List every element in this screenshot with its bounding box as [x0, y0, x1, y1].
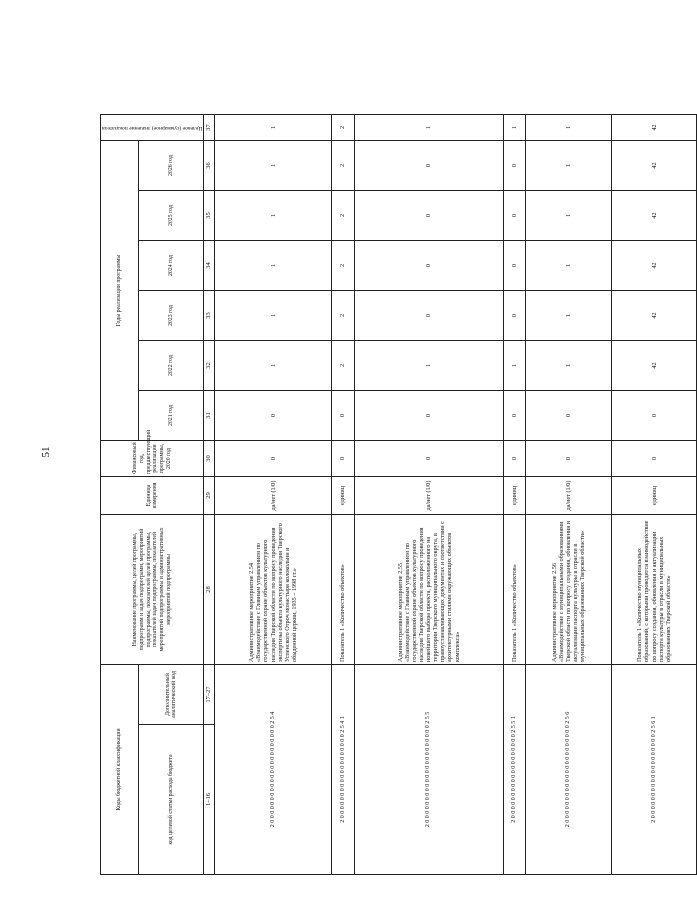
year-2021-header: 2021 год [139, 391, 204, 441]
target-header [101, 114, 204, 140]
expense-item-header: код целевой статьи расхода бюджета [139, 725, 204, 875]
row-value-2025: 2 [332, 191, 354, 241]
row-value-2022: 1 [354, 341, 503, 391]
year-2024-header: 2024 год [139, 241, 204, 291]
row-codes: 2 0 0 0 0 0 0 0 0 0 0 0 0 0 0 0 0 0 0 0 2 5 6 1 [611, 665, 697, 875]
table-row [526, 114, 612, 874]
row-target: 1 [526, 114, 612, 140]
col-number-28: 28 [204, 515, 214, 665]
row-value-2021: 0 [332, 391, 354, 441]
col-number-34: 34 [204, 241, 214, 291]
row-value-2022: 42 [611, 341, 697, 391]
col-number-33: 33 [204, 291, 214, 341]
col-number-additional: 17–27 [204, 665, 214, 725]
row-value-2020: 0 [611, 441, 697, 477]
row-value-2021: 0 [354, 391, 503, 441]
col-number-codes: 1–16 [204, 725, 214, 875]
col-number-35: 35 [204, 191, 214, 241]
row-value-2022: 1 [526, 341, 612, 391]
row-target: 1 [503, 114, 525, 140]
year-2025-header: 2025 год [139, 191, 204, 241]
budget-codes-header: Коды бюджетной классификации [101, 665, 139, 875]
year-2022-header: 2022 год [139, 341, 204, 391]
program-indicators-table [100, 114, 697, 875]
row-value-2025: 1 [526, 191, 612, 241]
row-codes: 2 0 0 0 0 0 0 0 0 0 0 0 0 0 0 0 0 0 0 0 0 0 0 2 5 5 [354, 665, 503, 875]
row-value-2021: 0 [526, 391, 612, 441]
row-value-2020: 0 [332, 441, 354, 477]
row-value-2021: 0 [503, 391, 525, 441]
row-value-2024: 2 [332, 241, 354, 291]
row-value-2026: 42 [611, 140, 697, 190]
row-codes: 2 0 0 0 0 0 0 0 0 0 0 0 0 0 0 0 0 0 0 0 0 0 0 2 5 6 [526, 665, 612, 875]
row-unit: единиц [503, 477, 525, 515]
col-number-32: 32 [204, 341, 214, 391]
table-row [214, 114, 331, 874]
row-value-2024: 42 [611, 241, 697, 291]
row-value-2023: 42 [611, 291, 697, 341]
row-value-2026: 1 [526, 140, 612, 190]
row-value-2024: 1 [526, 241, 612, 291]
row-unit: да/нет (1/0) [354, 477, 503, 515]
years-header: Годы реализации программы [101, 140, 139, 440]
row-value-2024: 0 [354, 241, 503, 291]
fin-year-header: Финансовый год, предшествующий реализации программы, 2020 год [101, 441, 204, 477]
row-value-2022: 2 [332, 341, 354, 391]
row-value-2023: 2 [332, 291, 354, 341]
row-value-2025: 0 [503, 191, 525, 241]
row-value-2020: 0 [214, 441, 331, 477]
row-value-2021: 0 [214, 391, 331, 441]
row-value-2024: 0 [503, 241, 525, 291]
col-number-36: 36 [204, 140, 214, 190]
column-number-row [204, 114, 214, 874]
row-value-2026: 0 [503, 140, 525, 190]
row-value-2023: 1 [526, 291, 612, 341]
row-target: 2 [332, 114, 354, 140]
row-value-2022: 1 [503, 341, 525, 391]
col-number-29: 29 [204, 477, 214, 515]
row-value-2020: 0 [526, 441, 612, 477]
row-codes: 2 0 0 0 0 0 0 0 0 0 0 0 0 0 0 0 0 0 0 0 0 0 0 2 5 4 [214, 665, 331, 875]
row-name: Показатель 1 «Количество объектов» [332, 515, 354, 665]
row-value-2022: 1 [214, 341, 331, 391]
unit-header: Единица измерения [101, 477, 204, 515]
row-target: 1 [354, 114, 503, 140]
col-number-30: 30 [204, 441, 214, 477]
row-codes: 2 0 0 0 0 0 0 0 0 0 0 0 0 0 0 0 0 0 0 0 2 5 5 1 [503, 665, 525, 875]
additional-codes-header: Дополнительный аналитический код [139, 665, 204, 725]
row-unit: да/нет (1/0) [214, 477, 331, 515]
table-row [332, 114, 354, 874]
header-row-1 [101, 114, 139, 874]
table-row [503, 114, 525, 874]
rotated-table-wrapper [100, 115, 672, 875]
row-value-2023: 0 [503, 291, 525, 341]
row-value-2024: 1 [214, 241, 331, 291]
row-unit: единиц [611, 477, 697, 515]
year-2023-header: 2023 год [139, 291, 204, 341]
row-name: Административное мероприятие 2.55 «Взаимодействие с Главным управлением по государственной охране объектов культурного наследия Тверской области по вопросу проведения новейшего выбора проекта, расположенного на территории Тверского муниципального округа, в правоустанавливающих документах и соответствии с архитектурными стилями окружающих объектов комплекса» [354, 515, 503, 665]
col-number-37: 37 [204, 114, 214, 140]
target-header-text: Целевое (суммарное) значение показателя [102, 124, 203, 131]
row-value-2025: 1 [214, 191, 331, 241]
row-codes: 2 0 0 0 0 0 0 0 0 0 0 0 0 0 0 0 0 0 0 0 2 5 4 1 [332, 665, 354, 875]
name-header: Наименование программы, целей программы, подпрограмм и задач подпрограмм, мероприятий подпрограммы, показателей целей программы, показателей задач подпрограммы, показателей мероприятий подпрограммы и административных мероприятий подпрограммы [101, 515, 204, 665]
year-2026-header: 2026 год [139, 140, 204, 190]
row-value-2026: 1 [214, 140, 331, 190]
table-row [611, 114, 697, 874]
row-value-2021: 0 [611, 391, 697, 441]
row-value-2026: 0 [354, 140, 503, 190]
row-value-2023: 0 [354, 291, 503, 341]
row-unit: да/нет (1/0) [526, 477, 612, 515]
row-value-2025: 42 [611, 191, 697, 241]
row-value-2025: 0 [354, 191, 503, 241]
row-value-2020: 0 [354, 441, 503, 477]
row-value-2026: 2 [332, 140, 354, 190]
row-value-2023: 1 [214, 291, 331, 341]
row-name: Показатель 1 «Количество муниципальных образований, с которыми проводится взаимодействие по вопросу создания, обновления и актуализации паспорта культуры в отрасли в муниципальных образованиях Тверской области» [611, 515, 697, 665]
page-number: 51 [40, 446, 52, 458]
col-number-31: 31 [204, 391, 214, 441]
row-unit: единиц [332, 477, 354, 515]
row-name: Показатель 1 «Количество объектов» [503, 515, 525, 665]
row-target: 1 [214, 114, 331, 140]
row-value-2020: 0 [503, 441, 525, 477]
row-target: 42 [611, 114, 697, 140]
row-name: Административное мероприятие 2.54 «Взаимодействие с Главным управлением по государственной охране объектов культурного наследия Тверской области по вопросу проведения экспертизы объекта культурного наследия Тверского Успенского Отроч монастыря колокольни и обыденной церкви, 1935 – 1998 гг.» [214, 515, 331, 665]
table-row [354, 114, 503, 874]
row-name: Административное мероприятие 2.56 «Взаимодействие с муниципальными образованиями Тверской области по вопросу создания, обновления и актуализации паспорта культуры в отрасли в муниципальных образованиях Тверской области» [526, 515, 612, 665]
